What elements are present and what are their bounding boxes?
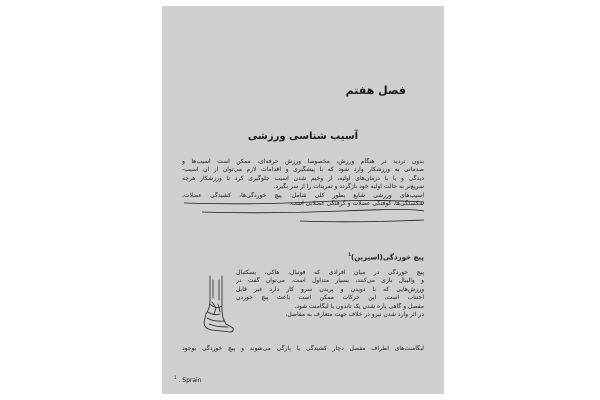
sprain-heading-text: پیچ خوردگی(اسپرین) bbox=[351, 253, 424, 262]
intro-line: صدماتی به ورزشکار وارد شود که با پیشگیری و اقدامات لازم می‌توان از آن آسیب- bbox=[182, 166, 424, 174]
intro-line: بدون تردید در هنگام ورزش، مخصوصا ورزش حرفه‌ای، ممکن است آسیب‌ها و bbox=[182, 158, 424, 165]
underline-stroke bbox=[202, 210, 424, 213]
final-line: لیگامنت‌های اطراف مفصل دچار کشیدگی یا پارگی می‌شوند و پیچ خوردگی بوجود bbox=[182, 345, 424, 352]
footnote-ref: 1 bbox=[348, 252, 351, 257]
footnote-number: 1 bbox=[174, 375, 177, 380]
intro-paragraph bbox=[182, 158, 424, 208]
sprain-paragraph bbox=[236, 269, 424, 319]
intro-line-underlined: شکستگی‌ها، کوفتگی عضلات و گرفتگی عضلانی است. bbox=[289, 200, 424, 208]
section-title: آسیب شناسی ورزشی bbox=[247, 131, 359, 142]
chapter-title: فصل هفتم bbox=[345, 84, 406, 97]
intro-line-underlined: آسیب‌های ورزشی شایع بطور کلی شامل: پیچ خوردگی‌ها، کشیدگی عضلات، bbox=[182, 191, 424, 199]
footnote-text: . Sprain bbox=[178, 377, 202, 384]
sprain-line: در اثر وارد شدن نیرو در خلاف جهت متعارف به مفاصل، bbox=[285, 311, 424, 319]
sprain-line: پیچ خوردگی در میان افرادی که فوتبال، هاکی، بسکتبال bbox=[236, 269, 424, 276]
sprain-line: اجتناب است. این حرکات ممکن است باعث پیچ خوردن bbox=[236, 294, 424, 302]
footnote bbox=[174, 375, 202, 384]
ankle-sprain-illustration bbox=[200, 274, 236, 336]
intro-line: سریع‌تر به حالت اولیه خود بازگردد و تمرینات را از سر بگیرد. bbox=[273, 183, 424, 191]
underline-stroke bbox=[300, 220, 424, 222]
sprain-line: ورزش‌هایی که با دویدن و پریدن سرو کار دارد غیر قابل bbox=[236, 285, 424, 293]
ankle-drawing bbox=[204, 276, 233, 332]
sprain-line: مفصل و گاهی پاره شدن یک تاندون یا لیگامنت شود. bbox=[294, 302, 424, 310]
sprain-line: و والیبال بازی می‌کنند، بسیار متداول است. می‌توان گفت در bbox=[236, 277, 424, 285]
sprain-heading bbox=[348, 252, 424, 261]
scanned-page bbox=[162, 6, 444, 394]
intro-line: دیدگی و یا با درمان‌های اولیه، از وخیم شدن آسیب جلوگیری کرد تا ورزشکار هرچه bbox=[182, 174, 424, 182]
